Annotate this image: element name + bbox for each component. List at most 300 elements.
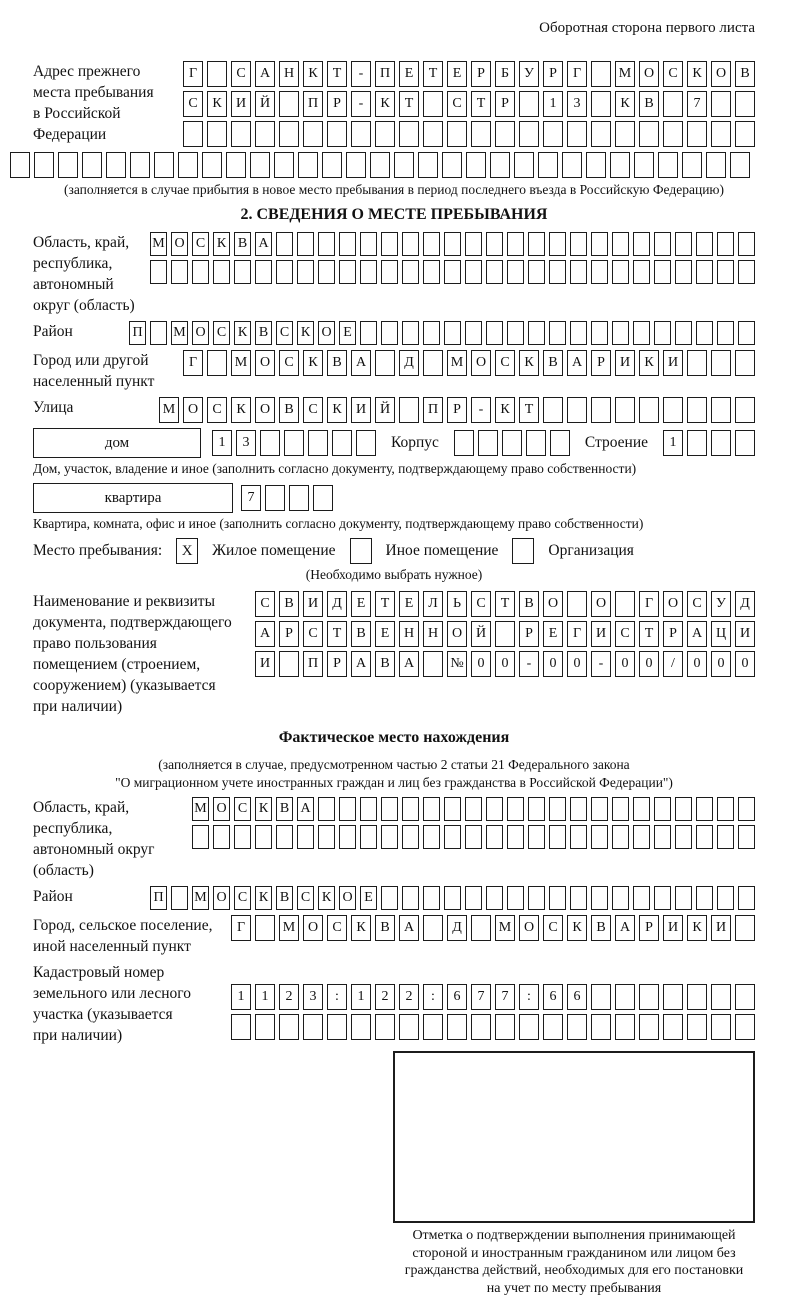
char-cell[interactable] <box>687 121 707 147</box>
char-cell[interactable]: О <box>255 350 275 376</box>
char-cell[interactable]: С <box>543 915 563 941</box>
char-cell[interactable]: А <box>351 350 371 376</box>
char-cell[interactable] <box>402 260 419 284</box>
char-cell[interactable] <box>634 152 654 178</box>
char-cell[interactable] <box>402 797 419 821</box>
char-cell[interactable]: 0 <box>567 651 587 677</box>
char-cell[interactable] <box>279 651 299 677</box>
char-cell[interactable] <box>528 260 545 284</box>
char-cell[interactable] <box>423 886 440 910</box>
char-cell[interactable] <box>549 232 566 256</box>
char-cell[interactable]: Т <box>399 91 419 117</box>
char-cell[interactable]: М <box>192 886 209 910</box>
char-cell[interactable]: 0 <box>711 651 731 677</box>
char-cell[interactable] <box>276 232 293 256</box>
char-cell[interactable] <box>486 797 503 821</box>
char-cell[interactable]: Р <box>639 915 659 941</box>
char-cell[interactable] <box>327 121 347 147</box>
char-cell[interactable] <box>255 915 275 941</box>
char-cell[interactable] <box>423 915 443 941</box>
char-cell[interactable]: К <box>303 350 323 376</box>
char-cell[interactable] <box>346 152 366 178</box>
char-cell[interactable]: А <box>351 651 371 677</box>
char-cell[interactable]: В <box>351 621 371 647</box>
char-cell[interactable] <box>234 825 251 849</box>
char-cell[interactable]: С <box>213 321 230 345</box>
char-cell[interactable]: Т <box>327 61 347 87</box>
char-cell[interactable] <box>178 152 198 178</box>
char-cell[interactable]: Е <box>543 621 563 647</box>
char-cell[interactable]: К <box>639 350 659 376</box>
char-cell[interactable]: А <box>615 915 635 941</box>
char-cell[interactable] <box>591 984 611 1010</box>
char-cell[interactable] <box>612 825 629 849</box>
char-cell[interactable] <box>381 232 398 256</box>
char-cell[interactable] <box>507 797 524 821</box>
char-cell[interactable] <box>171 886 188 910</box>
char-cell[interactable]: Е <box>360 886 377 910</box>
char-cell[interactable] <box>663 1014 683 1040</box>
char-cell[interactable] <box>339 825 356 849</box>
char-cell[interactable] <box>654 321 671 345</box>
char-cell[interactable]: Р <box>519 621 539 647</box>
char-cell[interactable]: К <box>615 91 635 117</box>
char-cell[interactable] <box>675 797 692 821</box>
char-cell[interactable] <box>486 232 503 256</box>
char-cell[interactable]: П <box>303 651 323 677</box>
char-cell[interactable] <box>570 797 587 821</box>
char-cell[interactable]: Ь <box>447 591 467 617</box>
char-cell[interactable] <box>738 232 755 256</box>
char-cell[interactable]: В <box>255 321 272 345</box>
char-cell[interactable]: В <box>591 915 611 941</box>
char-cell[interactable] <box>717 232 734 256</box>
checkbox-zhiloe[interactable]: X <box>176 538 198 564</box>
char-cell[interactable] <box>297 232 314 256</box>
char-cell[interactable] <box>465 797 482 821</box>
char-cell[interactable]: С <box>297 886 314 910</box>
char-cell[interactable]: В <box>279 591 299 617</box>
char-cell[interactable] <box>675 321 692 345</box>
char-cell[interactable] <box>735 984 755 1010</box>
char-cell[interactable] <box>381 825 398 849</box>
char-cell[interactable]: Т <box>519 397 539 423</box>
char-cell[interactable] <box>735 91 755 117</box>
char-cell[interactable] <box>381 260 398 284</box>
char-cell[interactable] <box>633 321 650 345</box>
char-cell[interactable] <box>507 321 524 345</box>
char-cell[interactable] <box>495 621 515 647</box>
char-cell[interactable] <box>543 1014 563 1040</box>
char-cell[interactable] <box>423 1014 443 1040</box>
char-cell[interactable]: Р <box>543 61 563 87</box>
char-cell[interactable] <box>717 886 734 910</box>
char-cell[interactable]: Е <box>375 621 395 647</box>
char-cell[interactable] <box>586 152 606 178</box>
char-cell[interactable]: : <box>423 984 443 1010</box>
char-cell[interactable]: Р <box>495 91 515 117</box>
char-cell[interactable] <box>706 152 726 178</box>
char-cell[interactable] <box>444 825 461 849</box>
char-cell[interactable] <box>360 232 377 256</box>
char-cell[interactable]: П <box>129 321 146 345</box>
char-cell[interactable] <box>370 152 390 178</box>
char-cell[interactable]: О <box>171 232 188 256</box>
char-cell[interactable] <box>687 984 707 1010</box>
char-cell[interactable]: И <box>663 350 683 376</box>
char-cell[interactable]: - <box>471 397 491 423</box>
char-cell[interactable] <box>519 121 539 147</box>
char-cell[interactable]: Е <box>399 61 419 87</box>
char-cell[interactable]: С <box>495 350 515 376</box>
char-cell[interactable]: П <box>303 91 323 117</box>
char-cell[interactable] <box>356 430 376 456</box>
char-cell[interactable]: Н <box>423 621 443 647</box>
char-cell[interactable]: 0 <box>471 651 491 677</box>
char-cell[interactable] <box>423 232 440 256</box>
char-cell[interactable] <box>202 152 222 178</box>
char-cell[interactable]: В <box>276 886 293 910</box>
char-cell[interactable] <box>591 825 608 849</box>
char-cell[interactable]: 6 <box>447 984 467 1010</box>
char-cell[interactable] <box>519 1014 539 1040</box>
char-cell[interactable]: Е <box>339 321 356 345</box>
char-cell[interactable]: В <box>276 797 293 821</box>
char-cell[interactable] <box>528 321 545 345</box>
char-cell[interactable]: Г <box>567 621 587 647</box>
char-cell[interactable]: М <box>159 397 179 423</box>
char-cell[interactable] <box>696 825 713 849</box>
char-cell[interactable] <box>490 152 510 178</box>
char-cell[interactable]: А <box>399 651 419 677</box>
char-cell[interactable] <box>615 121 635 147</box>
char-cell[interactable] <box>471 915 491 941</box>
char-cell[interactable]: Р <box>663 621 683 647</box>
char-cell[interactable]: № <box>447 651 467 677</box>
char-cell[interactable] <box>279 91 299 117</box>
char-cell[interactable]: 3 <box>236 430 256 456</box>
char-cell[interactable]: О <box>213 797 230 821</box>
char-cell[interactable]: О <box>183 397 203 423</box>
char-cell[interactable] <box>231 1014 251 1040</box>
char-cell[interactable]: В <box>519 591 539 617</box>
char-cell[interactable] <box>591 797 608 821</box>
char-cell[interactable] <box>478 430 498 456</box>
char-cell[interactable]: С <box>327 915 347 941</box>
char-cell[interactable]: 2 <box>279 984 299 1010</box>
char-cell[interactable]: С <box>276 321 293 345</box>
char-cell[interactable] <box>675 260 692 284</box>
char-cell[interactable]: Г <box>567 61 587 87</box>
char-cell[interactable]: О <box>639 61 659 87</box>
char-cell[interactable] <box>82 152 102 178</box>
char-cell[interactable] <box>675 232 692 256</box>
char-cell[interactable] <box>375 1014 395 1040</box>
char-cell[interactable] <box>284 430 304 456</box>
char-cell[interactable] <box>486 886 503 910</box>
char-cell[interactable] <box>654 797 671 821</box>
char-cell[interactable]: С <box>234 886 251 910</box>
char-cell[interactable]: В <box>639 91 659 117</box>
char-cell[interactable] <box>528 797 545 821</box>
char-cell[interactable] <box>10 152 30 178</box>
char-cell[interactable]: Р <box>327 651 347 677</box>
char-cell[interactable] <box>654 886 671 910</box>
char-cell[interactable] <box>486 260 503 284</box>
char-cell[interactable] <box>717 321 734 345</box>
char-cell[interactable] <box>183 121 203 147</box>
char-cell[interactable] <box>465 260 482 284</box>
char-cell[interactable] <box>675 886 692 910</box>
char-cell[interactable] <box>502 430 522 456</box>
char-cell[interactable]: С <box>234 797 251 821</box>
char-cell[interactable]: 7 <box>495 984 515 1010</box>
char-cell[interactable]: - <box>591 651 611 677</box>
char-cell[interactable]: А <box>399 915 419 941</box>
char-cell[interactable] <box>570 886 587 910</box>
char-cell[interactable] <box>318 797 335 821</box>
char-cell[interactable] <box>327 1014 347 1040</box>
char-cell[interactable] <box>612 321 629 345</box>
char-cell[interactable] <box>465 321 482 345</box>
char-cell[interactable]: 2 <box>375 984 395 1010</box>
char-cell[interactable] <box>255 825 272 849</box>
char-cell[interactable]: В <box>375 915 395 941</box>
char-cell[interactable]: С <box>447 91 467 117</box>
char-cell[interactable]: - <box>519 651 539 677</box>
char-cell[interactable] <box>171 260 188 284</box>
char-cell[interactable] <box>106 152 126 178</box>
char-cell[interactable] <box>549 797 566 821</box>
char-cell[interactable]: К <box>687 915 707 941</box>
char-cell[interactable] <box>279 121 299 147</box>
char-cell[interactable]: К <box>255 886 272 910</box>
char-cell[interactable] <box>298 152 318 178</box>
char-cell[interactable] <box>465 825 482 849</box>
char-cell[interactable] <box>639 984 659 1010</box>
char-cell[interactable]: Ц <box>711 621 731 647</box>
char-cell[interactable] <box>687 430 707 456</box>
char-cell[interactable]: О <box>303 915 323 941</box>
char-cell[interactable] <box>633 797 650 821</box>
char-cell[interactable] <box>591 121 611 147</box>
char-cell[interactable] <box>687 1014 707 1040</box>
char-cell[interactable]: 1 <box>231 984 251 1010</box>
char-cell[interactable]: К <box>351 915 371 941</box>
char-cell[interactable] <box>711 1014 731 1040</box>
char-cell[interactable]: П <box>375 61 395 87</box>
char-cell[interactable] <box>423 260 440 284</box>
char-cell[interactable] <box>507 825 524 849</box>
char-cell[interactable] <box>711 984 731 1010</box>
char-cell[interactable] <box>654 260 671 284</box>
char-cell[interactable] <box>192 260 209 284</box>
char-cell[interactable]: С <box>183 91 203 117</box>
char-cell[interactable]: - <box>351 91 371 117</box>
char-cell[interactable] <box>447 121 467 147</box>
char-cell[interactable] <box>207 61 227 87</box>
char-cell[interactable]: : <box>519 984 539 1010</box>
char-cell[interactable] <box>549 321 566 345</box>
char-cell[interactable] <box>735 350 755 376</box>
char-cell[interactable] <box>318 825 335 849</box>
char-cell[interactable] <box>610 152 630 178</box>
char-cell[interactable] <box>34 152 54 178</box>
char-cell[interactable] <box>423 91 443 117</box>
char-cell[interactable]: 7 <box>241 485 261 511</box>
char-cell[interactable] <box>687 397 707 423</box>
char-cell[interactable]: М <box>279 915 299 941</box>
char-cell[interactable]: О <box>663 591 683 617</box>
char-cell[interactable] <box>570 825 587 849</box>
char-cell[interactable] <box>423 825 440 849</box>
char-cell[interactable] <box>265 485 285 511</box>
char-cell[interactable] <box>381 886 398 910</box>
char-cell[interactable] <box>471 1014 491 1040</box>
char-cell[interactable] <box>663 121 683 147</box>
char-cell[interactable] <box>402 886 419 910</box>
char-cell[interactable]: Т <box>423 61 443 87</box>
char-cell[interactable]: А <box>255 232 272 256</box>
char-cell[interactable] <box>213 825 230 849</box>
char-cell[interactable]: О <box>543 591 563 617</box>
char-cell[interactable]: 1 <box>351 984 371 1010</box>
char-cell[interactable] <box>150 260 167 284</box>
char-cell[interactable]: М <box>171 321 188 345</box>
char-cell[interactable] <box>444 321 461 345</box>
char-cell[interactable]: К <box>207 91 227 117</box>
char-cell[interactable]: О <box>192 321 209 345</box>
char-cell[interactable] <box>297 260 314 284</box>
char-cell[interactable]: Г <box>231 915 251 941</box>
char-cell[interactable]: А <box>255 61 275 87</box>
char-cell[interactable]: О <box>318 321 335 345</box>
char-cell[interactable]: М <box>495 915 515 941</box>
char-cell[interactable] <box>351 121 371 147</box>
char-cell[interactable] <box>154 152 174 178</box>
char-cell[interactable] <box>735 121 755 147</box>
char-cell[interactable] <box>279 1014 299 1040</box>
char-cell[interactable]: 1 <box>543 91 563 117</box>
char-cell[interactable]: И <box>255 651 275 677</box>
char-cell[interactable]: 0 <box>687 651 707 677</box>
char-cell[interactable]: 0 <box>495 651 515 677</box>
char-cell[interactable]: 6 <box>567 984 587 1010</box>
char-cell[interactable] <box>375 350 395 376</box>
char-cell[interactable]: К <box>318 886 335 910</box>
char-cell[interactable] <box>735 397 755 423</box>
char-cell[interactable] <box>418 152 438 178</box>
char-cell[interactable] <box>318 260 335 284</box>
char-cell[interactable] <box>318 232 335 256</box>
char-cell[interactable] <box>423 797 440 821</box>
char-cell[interactable] <box>654 825 671 849</box>
char-cell[interactable]: Р <box>591 350 611 376</box>
char-cell[interactable] <box>207 121 227 147</box>
char-cell[interactable] <box>738 321 755 345</box>
char-cell[interactable]: К <box>495 397 515 423</box>
char-cell[interactable]: М <box>615 61 635 87</box>
char-cell[interactable] <box>591 61 611 87</box>
char-cell[interactable] <box>735 1014 755 1040</box>
char-cell[interactable]: С <box>471 591 491 617</box>
char-cell[interactable]: И <box>231 91 251 117</box>
char-cell[interactable] <box>738 886 755 910</box>
char-cell[interactable] <box>615 591 635 617</box>
char-cell[interactable]: П <box>150 886 167 910</box>
char-cell[interactable]: 3 <box>303 984 323 1010</box>
char-cell[interactable] <box>507 260 524 284</box>
char-cell[interactable] <box>567 121 587 147</box>
char-cell[interactable]: В <box>279 397 299 423</box>
char-cell[interactable]: И <box>615 350 635 376</box>
char-cell[interactable] <box>591 397 611 423</box>
char-cell[interactable] <box>514 152 534 178</box>
char-cell[interactable] <box>339 797 356 821</box>
char-cell[interactable]: 0 <box>639 651 659 677</box>
char-cell[interactable] <box>663 984 683 1010</box>
char-cell[interactable] <box>738 797 755 821</box>
char-cell[interactable] <box>549 260 566 284</box>
char-cell[interactable]: 0 <box>735 651 755 677</box>
char-cell[interactable]: К <box>234 321 251 345</box>
char-cell[interactable]: Д <box>399 350 419 376</box>
char-cell[interactable]: Е <box>351 591 371 617</box>
char-cell[interactable] <box>738 260 755 284</box>
char-cell[interactable]: Т <box>639 621 659 647</box>
char-cell[interactable]: В <box>234 232 251 256</box>
char-cell[interactable] <box>612 232 629 256</box>
char-cell[interactable]: : <box>327 984 347 1010</box>
char-cell[interactable]: С <box>615 621 635 647</box>
char-cell[interactable]: У <box>519 61 539 87</box>
char-cell[interactable]: А <box>255 621 275 647</box>
char-cell[interactable]: Г <box>183 350 203 376</box>
char-cell[interactable]: Е <box>399 591 419 617</box>
char-cell[interactable] <box>234 260 251 284</box>
char-cell[interactable]: О <box>591 591 611 617</box>
char-cell[interactable] <box>528 886 545 910</box>
char-cell[interactable] <box>402 825 419 849</box>
char-cell[interactable] <box>591 321 608 345</box>
char-cell[interactable] <box>303 121 323 147</box>
char-cell[interactable]: К <box>303 61 323 87</box>
char-cell[interactable]: О <box>339 886 356 910</box>
char-cell[interactable] <box>711 430 731 456</box>
char-cell[interactable] <box>351 1014 371 1040</box>
char-cell[interactable] <box>207 350 227 376</box>
char-cell[interactable] <box>549 825 566 849</box>
char-cell[interactable] <box>696 260 713 284</box>
char-cell[interactable]: И <box>351 397 371 423</box>
char-cell[interactable] <box>562 152 582 178</box>
char-cell[interactable] <box>226 152 246 178</box>
char-cell[interactable] <box>444 886 461 910</box>
checkbox-inoe[interactable] <box>350 538 372 564</box>
char-cell[interactable] <box>550 430 570 456</box>
char-cell[interactable] <box>444 797 461 821</box>
char-cell[interactable] <box>360 321 377 345</box>
char-cell[interactable] <box>471 121 491 147</box>
char-cell[interactable] <box>639 1014 659 1040</box>
checkbox-org[interactable] <box>512 538 534 564</box>
char-cell[interactable] <box>339 260 356 284</box>
char-cell[interactable]: Т <box>375 591 395 617</box>
char-cell[interactable] <box>687 350 707 376</box>
char-cell[interactable] <box>495 1014 515 1040</box>
char-cell[interactable] <box>567 397 587 423</box>
char-cell[interactable]: Б <box>495 61 515 87</box>
